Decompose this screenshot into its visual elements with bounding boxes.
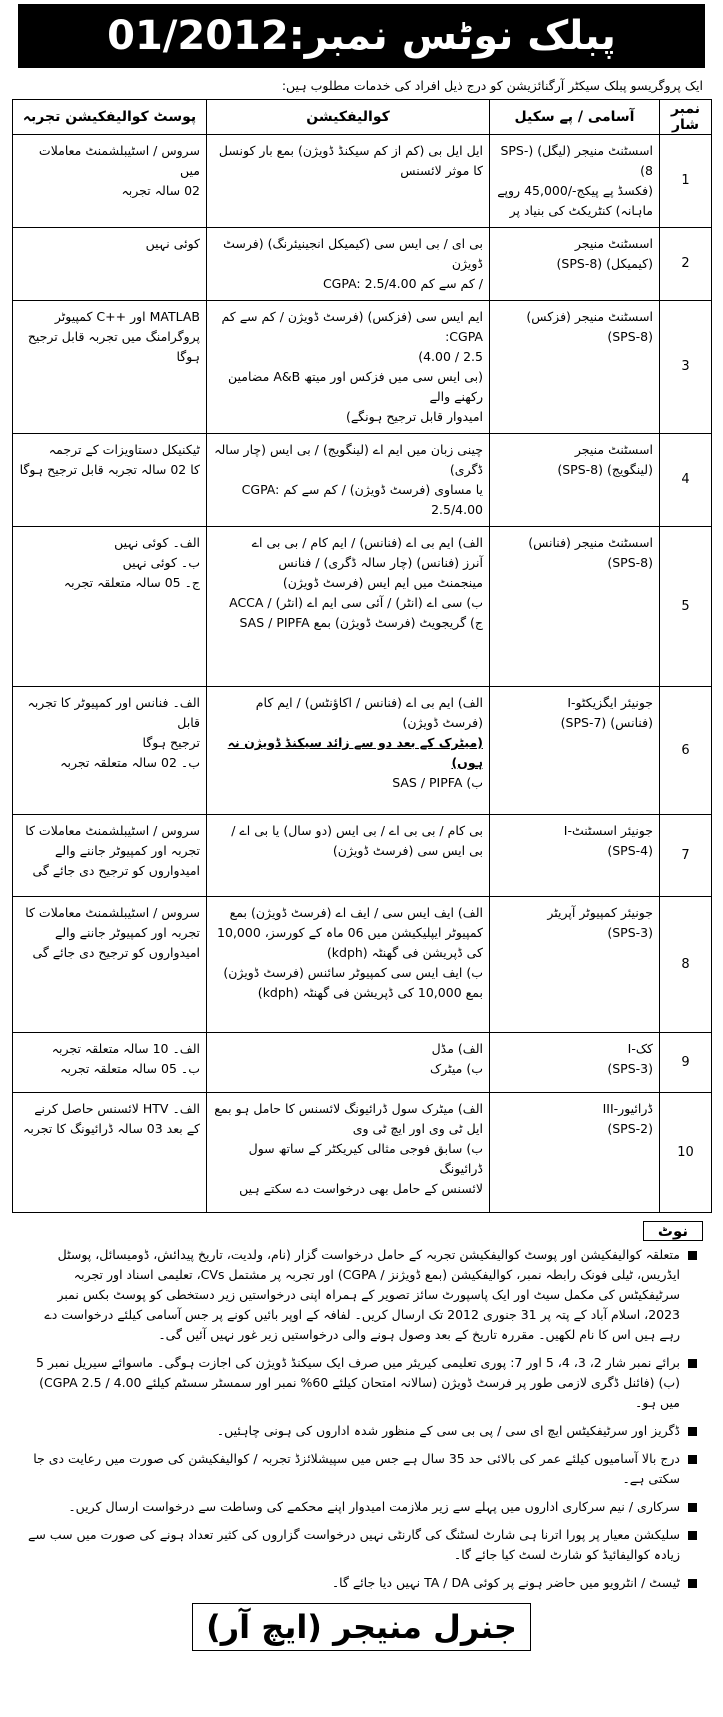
row-serial: 5 bbox=[660, 527, 712, 687]
row-experience bbox=[13, 1093, 207, 1213]
table-row bbox=[13, 687, 712, 815]
row-qualification bbox=[207, 1033, 490, 1093]
row-experience-line: MATLAB اور ++C کمپیوٹر bbox=[54, 309, 200, 324]
row-qualification-line: الف) میٹرک سول ڈرائیونگ لائسنس کا حامل ہو بمع bbox=[214, 1101, 483, 1116]
table-row bbox=[13, 135, 712, 228]
row-experience-line: امیدواروں کو ترجیح دی جائے گی bbox=[32, 945, 200, 960]
bullet-icon bbox=[688, 1251, 697, 1260]
row-serial: 10 bbox=[660, 1093, 712, 1213]
row-qualification-line: (بی ایس سی میں فزکس اور میتھ A&B مضامین رکھنے والے bbox=[228, 369, 483, 404]
note-item bbox=[26, 1525, 697, 1565]
row-qualification-line: الف) ایم بی اے (فنانس) / ایم کام / بی بی اے bbox=[251, 535, 483, 550]
row-serial: 6 bbox=[660, 687, 712, 815]
note-item bbox=[26, 1353, 697, 1413]
row-experience bbox=[13, 434, 207, 527]
row-qualification-line: (فرسٹ ڈویژن) bbox=[402, 715, 483, 730]
row-qualification-line: / کم سے کم CGPA: 2.5/4.00 bbox=[322, 276, 483, 291]
row-qualification bbox=[207, 815, 490, 897]
row-post-line: اسسٹنٹ منیجر (لیگل) (SPS-8) bbox=[500, 143, 653, 178]
row-post-line: جونیئر کمپیوٹر آپریٹر bbox=[547, 905, 653, 920]
row-qualification-line: ب) میٹرک bbox=[430, 1061, 483, 1076]
row-qualification bbox=[207, 135, 490, 228]
row-qualification-line: مینجمنٹ میں ایم ایس (فرسٹ ڈویژن) bbox=[282, 575, 483, 590]
row-qualification bbox=[207, 897, 490, 1033]
note-text: سرکاری / نیم سرکاری اداروں میں پہلے سے زیر ملازمت امیدوار اپنے محکمے کی وساطت سے درخواست ارسال کریں۔ bbox=[68, 1499, 680, 1514]
notes-heading: نوٹ bbox=[643, 1221, 703, 1241]
note-text: ٹیسٹ / انٹرویو میں حاضر ہونے پر کوئی TA / DA نہیں دیا جائے گا۔ bbox=[331, 1575, 680, 1590]
row-experience bbox=[13, 815, 207, 897]
row-qualification-line: کمپیوٹر ایپلیکیشن میں 06 ماہ کے کورسز، 10,000 bbox=[217, 925, 483, 940]
row-experience-line: کے بعد 03 سالہ ڈرائیونگ کا تجربہ bbox=[23, 1121, 200, 1136]
row-serial: 9 bbox=[660, 1033, 712, 1093]
row-qualification-line: بی ایس سی (فرسٹ ڈویژن) bbox=[332, 843, 483, 858]
row-experience bbox=[13, 527, 207, 687]
col-header-post: آسامی / پے سکیل bbox=[490, 100, 660, 135]
row-serial: 8 bbox=[660, 897, 712, 1033]
row-experience-line: تجربہ اور کمپیوٹر جاننے والے bbox=[55, 925, 200, 940]
row-post-line: (SPS-8) bbox=[607, 329, 653, 344]
signature: جنرل منیجر (ایچ آر) bbox=[192, 1603, 531, 1651]
row-post-line: (لینگویج) (SPS-8) bbox=[557, 462, 653, 477]
row-qualification-line: الف) ایف ایس سی / ایف اے (فرسٹ ڈویژن) بمع bbox=[229, 905, 483, 920]
row-post-line: اسسٹنٹ منیجر bbox=[574, 236, 653, 251]
row-post-line: (SPS-2) bbox=[607, 1121, 653, 1136]
row-experience-line: ج۔ 05 سالہ متعلقہ تجربہ bbox=[63, 575, 200, 590]
row-qualification-line: لائسنس کے حامل بھی درخواست دے سکتے ہیں bbox=[239, 1181, 483, 1196]
row-serial: 2 bbox=[660, 228, 712, 301]
row-post-line: (SPS-3) bbox=[607, 1061, 653, 1076]
row-qualification bbox=[207, 228, 490, 301]
row-qualification-line: یا مساوی (فرسٹ ڈویژن) / کم سے کم CGPA: 2.5/4.00 bbox=[241, 482, 483, 517]
note-text: متعلقہ کوالیفکیشن اور پوسٹ کوالیفکیشن تجربہ کے حامل درخواست گزار (نام، ولدیت، تاریخ پیدائش، ڈومیسائل، پوسٹل ایڈریس، ٹیلی فونک رابطہ نمبر، کوالیفکیشن (بمع ڈویژنز / CGPA) اور تجربہ پر مشتمل CVs، تعلیمی اسناد اور تجربہ سرٹیفکیٹس کی مکمل سیٹ اور ایک پاسپورٹ سائز تصویر کے ہمراہ اپنی درخواستیں زیر دستخطی کو پوسٹ بکس نمبر 2023، اسلام آباد کے پتہ پر 31 جنوری 2012 تک ارسال کریں۔ لفافہ کے اوپر بائیں کونے پر جس آسامی کیلئے درخواست دے رہے ہیں اس کا نام لکھیں۔ مقررہ تاریخ کے بعد وصول ہونے والی درخواستیں زیر غور نہیں آئیں گی۔ bbox=[44, 1247, 680, 1342]
row-post bbox=[490, 1093, 660, 1213]
row-post-line: (فنانس) (SPS-7) bbox=[560, 715, 653, 730]
note-item bbox=[26, 1449, 697, 1489]
row-experience bbox=[13, 228, 207, 301]
row-experience-line: تجربہ اور کمپیوٹر جاننے والے bbox=[55, 843, 200, 858]
row-qualification-line: بی کام / بی بی اے / بی ایس (دو سال) یا بی اے / bbox=[231, 823, 483, 838]
row-post-line: اسسٹنٹ منیجر bbox=[574, 442, 653, 457]
row-post-line: جونیئر اسسٹنٹ-I bbox=[563, 823, 653, 838]
row-qualification bbox=[207, 1093, 490, 1213]
row-post-line: کک-I bbox=[627, 1041, 653, 1056]
table-row bbox=[13, 897, 712, 1033]
row-serial: 4 bbox=[660, 434, 712, 527]
row-serial: 3 bbox=[660, 301, 712, 434]
row-experience-line: کا 02 سالہ تجربہ قابل ترجیح ہوگا bbox=[19, 462, 200, 477]
row-post-line: (SPS-3) bbox=[607, 925, 653, 940]
row-qualification-line: ب) سی اے (انٹر) / آئی سی ایم اے (انٹر) / ACCA bbox=[229, 595, 483, 610]
row-experience-line: الف۔ فنانس اور کمپیوٹر کا تجربہ قابل bbox=[27, 695, 200, 730]
row-qualification-line: ایل ٹی وی اور ایچ ٹی وی bbox=[352, 1121, 483, 1136]
public-notice bbox=[0, 4, 723, 1717]
note-text: برائے نمبر شار 2، 3، 4، 5 اور 7: پوری تعلیمی کیریئر میں صرف ایک سیکنڈ ڈویژن کی اجازت ہوگی۔ ماسوائے سیریل نمبر 5 (ب) (فائنل ڈگری لازمی طور پر فرسٹ ڈویژن (سالانہ امتحان کیلئے 60% نمبر اور سمسٹر سسٹم کیلئے CGPA 2.5 / 4.00) میں ہو۔ bbox=[36, 1355, 680, 1410]
row-qualification-line: ایل ایل بی (کم از کم سیکنڈ ڈویژن) بمع بار کونسل کا موثر لائسنس bbox=[218, 143, 483, 178]
row-experience-line: سروس / اسٹیبلشمنٹ معاملات کا bbox=[25, 823, 200, 838]
notice-intro: ایک پروگریسو پبلک سیکٹر آرگنائزیشن کو درج ذیل افراد کی خدمات مطلوب ہیں: bbox=[281, 78, 703, 93]
bullet-icon bbox=[688, 1579, 697, 1588]
row-experience bbox=[13, 687, 207, 815]
row-post bbox=[490, 1033, 660, 1093]
table-row bbox=[13, 1093, 712, 1213]
row-experience-line: پروگرامنگ میں تجربہ قابل ترجیح ہوگا bbox=[27, 329, 200, 364]
row-post bbox=[490, 527, 660, 687]
row-post bbox=[490, 897, 660, 1033]
row-qualification bbox=[207, 527, 490, 687]
row-qualification-line: 2.5 / 4.00) bbox=[418, 349, 483, 364]
row-qualification-line: ب) SAS / PIPFA bbox=[392, 775, 483, 790]
table-row bbox=[13, 301, 712, 434]
notes-list bbox=[26, 1245, 697, 1593]
row-post-line: ڈرائیور-III bbox=[602, 1101, 653, 1116]
row-experience-line: کوئی نہیں bbox=[145, 236, 200, 251]
row-qualification-line: ایم ایس سی (فزکس) (فرسٹ ڈویژن / کم سے کم CGPA: bbox=[221, 309, 483, 344]
table-row bbox=[13, 228, 712, 301]
table-row bbox=[13, 434, 712, 527]
row-post bbox=[490, 815, 660, 897]
row-experience bbox=[13, 897, 207, 1033]
note-text: سلیکشن معیار پر پورا اترنا ہی شارٹ لسٹنگ کی گارنٹی نہیں درخواست گزاروں کی کثیر تعداد ہونے کی صورت میں سب سے زیادہ کوالیفائیڈ کو شارٹ لسٹ کیا جائے گا۔ bbox=[28, 1527, 680, 1562]
row-experience-line: امیدواروں کو ترجیح دی جائے گی bbox=[32, 863, 200, 878]
table-header-row bbox=[13, 100, 712, 135]
row-post-line: جونیئر ایگزیکٹو-I bbox=[567, 695, 653, 710]
bullet-icon bbox=[688, 1531, 697, 1540]
notice-title: پبلک نوٹس نمبر:01/2012 bbox=[18, 4, 705, 68]
note-item bbox=[26, 1421, 697, 1441]
note-item bbox=[26, 1497, 697, 1517]
note-item bbox=[26, 1245, 697, 1345]
row-qualification-line: چینی زبان میں ایم اے (لینگویج) / بی ایس (چار سالہ ڈگری) bbox=[214, 442, 483, 477]
row-experience-line: الف۔ HTV لائسنس حاصل کرنے bbox=[34, 1101, 200, 1116]
col-header-serial: نمبر شار bbox=[660, 100, 712, 135]
jobs-table bbox=[12, 99, 712, 1213]
row-experience bbox=[13, 301, 207, 434]
row-post-line: (کیمیکل) (SPS-8) bbox=[556, 256, 653, 271]
row-qualification-line: کی ڈپریشن فی گھنٹہ (kdph) bbox=[326, 945, 483, 960]
col-header-qualification: کوالیفکیشن bbox=[207, 100, 490, 135]
bullet-icon bbox=[688, 1427, 697, 1436]
row-qualification bbox=[207, 434, 490, 527]
row-experience-line: سروس / اسٹیبلشمنٹ معاملات کا bbox=[25, 905, 200, 920]
row-qualification bbox=[207, 301, 490, 434]
bullet-icon bbox=[688, 1455, 697, 1464]
row-post-line: (SPS-4) bbox=[607, 843, 653, 858]
row-post-line: اسسٹنٹ منیجر (فزکس) bbox=[526, 309, 653, 324]
row-qualification-line: ب) ایف ایس سی کمپیوٹر سائنس (فرسٹ ڈویژن) bbox=[223, 965, 483, 980]
row-experience-line: الف۔ کوئی نہیں bbox=[114, 535, 200, 550]
row-serial: 7 bbox=[660, 815, 712, 897]
row-qualification-line: ب) سابق فوجی مثالی کیریکٹر کے ساتھ سول ڈرائیونگ bbox=[248, 1141, 483, 1176]
row-qualification-line: آنرز (فنانس) (چار سالہ ڈگری) / فنانس bbox=[278, 555, 483, 570]
row-post-line: (SPS-8) bbox=[607, 555, 653, 570]
row-experience-line: الف۔ 10 سالہ متعلقہ تجربہ bbox=[51, 1041, 200, 1056]
row-experience-line: 02 سالہ تجربہ bbox=[121, 183, 200, 198]
table-row bbox=[13, 527, 712, 687]
row-experience-line: سروس / اسٹیبلشمنٹ معاملات میں bbox=[38, 143, 200, 178]
note-text: درج بالا آسامیوں کیلئے عمر کی بالائی حد 35 سال ہے جس میں سپیشلائزڈ تجربہ / کوالیفکیشن کی صورت میں رعایت دی جا سکتی ہے۔ bbox=[33, 1451, 680, 1486]
row-serial: 1 bbox=[660, 135, 712, 228]
notes-heading-box bbox=[12, 1221, 703, 1241]
row-qualification-line: (میٹرک کے بعد دو سے زائد سیکنڈ ڈویژن نہ ہوں) bbox=[227, 735, 483, 770]
row-qualification-line: بی ای / بی ایس سی (کیمیکل انجینیئرنگ) (فرسٹ ڈویژن bbox=[223, 236, 483, 271]
row-post-line: (فکسڈ پے پیکج-/45,000 روپے ماہانہ) کنٹریکٹ کی بنیاد پر bbox=[497, 183, 653, 218]
row-qualification-line: امیدوار قابل ترجیح ہونگے) bbox=[345, 409, 483, 424]
row-post bbox=[490, 228, 660, 301]
table-row bbox=[13, 815, 712, 897]
row-experience-line: ب۔ 02 سالہ متعلقہ تجربہ bbox=[60, 755, 200, 770]
row-post bbox=[490, 301, 660, 434]
row-post bbox=[490, 434, 660, 527]
row-post-line: اسسٹنٹ منیجر (فنانس) bbox=[528, 535, 653, 550]
row-qualification-line: الف) مڈل bbox=[431, 1041, 483, 1056]
table-row bbox=[13, 1033, 712, 1093]
row-qualification-line: بمع 10,000 کی ڈپریشن فی گھنٹہ (kdph) bbox=[257, 985, 483, 1000]
note-item bbox=[26, 1573, 697, 1593]
row-experience-line: ترجیح ہوگا bbox=[142, 735, 200, 750]
bullet-icon bbox=[688, 1503, 697, 1512]
row-post bbox=[490, 135, 660, 228]
row-qualification bbox=[207, 687, 490, 815]
row-experience bbox=[13, 135, 207, 228]
row-qualification-line: ج) گریجویٹ (فرسٹ ڈویژن) بمع SAS / PIPFA bbox=[239, 615, 483, 630]
row-experience-line: ب۔ کوئی نہیں bbox=[122, 555, 200, 570]
row-experience-line: ب۔ 05 سالہ متعلقہ تجربہ bbox=[60, 1061, 200, 1076]
note-text: ڈگریز اور سرٹیفکیٹس ایچ ای سی / پی بی سی کے منظور شدہ اداروں کی ہونی چاہئیں۔ bbox=[216, 1423, 680, 1438]
bullet-icon bbox=[688, 1359, 697, 1368]
row-experience-line: ٹیکنیکل دستاویزات کے ترجمہ bbox=[48, 442, 200, 457]
col-header-experience: پوسٹ کوالیفکیشن تجربہ bbox=[13, 100, 207, 135]
row-experience bbox=[13, 1033, 207, 1093]
row-post bbox=[490, 687, 660, 815]
row-qualification-line: الف) ایم بی اے (فنانس / اکاؤنٹس) / ایم کام bbox=[255, 695, 483, 710]
